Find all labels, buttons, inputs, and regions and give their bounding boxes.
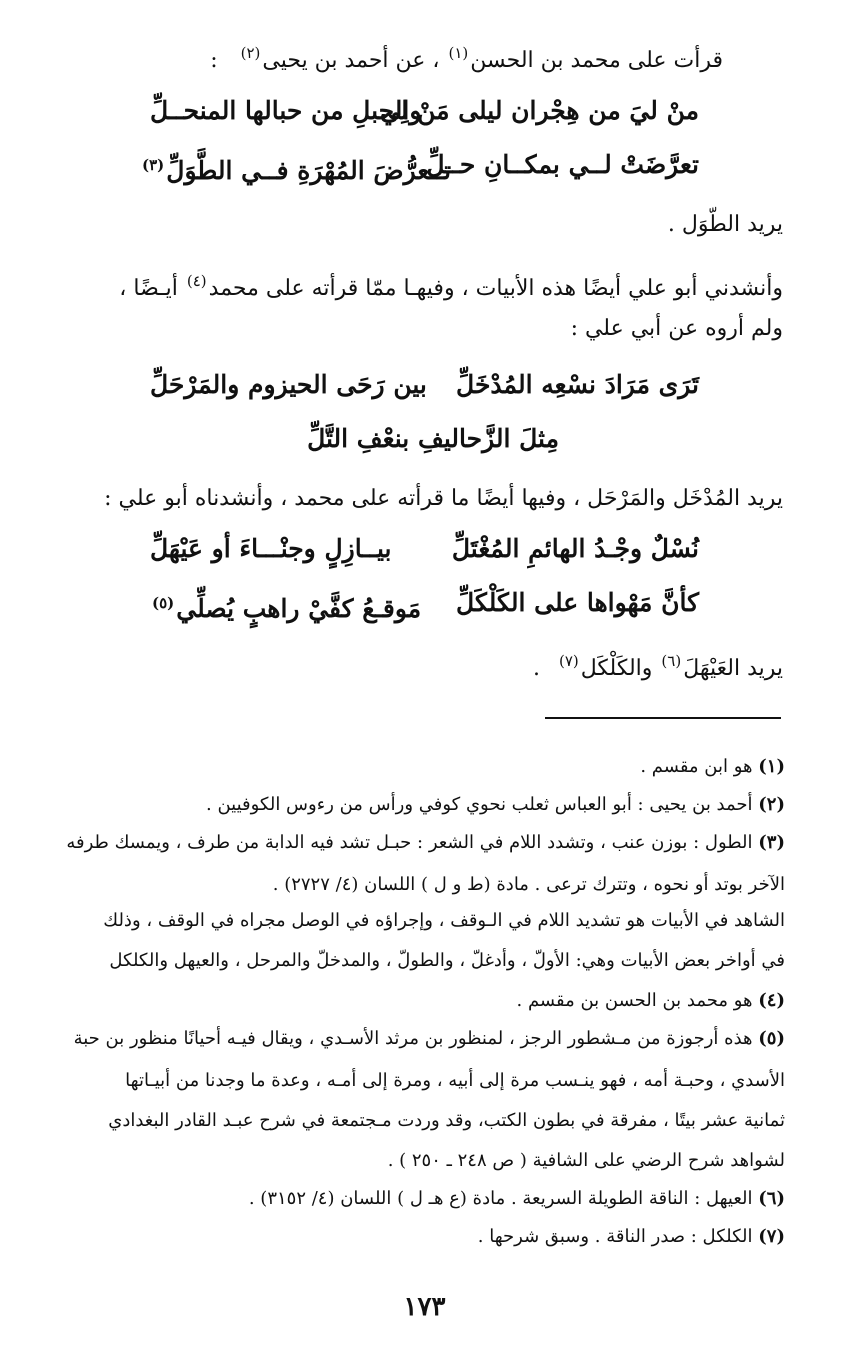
footnote-7-number: (٧): [758, 1226, 785, 1247]
explanation-line-1: يريد الطّوَل .: [667, 212, 783, 237]
footnote-1-text: هو ابن مقسم .: [640, 756, 753, 777]
intro-line: [210, 38, 723, 76]
line-4-mid: والكَلْكَل: [580, 656, 653, 681]
verse-3-first-hemistich: تَرَى مَرَادَ نسْعِه المُدْخَلِّ: [456, 370, 699, 399]
verse-2-second-hemistich: [140, 148, 451, 188]
verse-5-first-hemistich: نُسْلٌ وجْـدُ الهائمِ المُغْتَلِّ: [451, 534, 699, 563]
footnote-ref-1: (١): [448, 44, 469, 62]
paragraph-2-line-2: ولم أروه عن أبي علي :: [570, 316, 783, 341]
footnote-6: [40, 1184, 785, 1214]
footnote-3-line-3: الشاهد في الأبيات هو تشديد اللام في الـوقف ، وإجراؤه في الوصل مجراه في الوقف ، وذلك: [103, 910, 785, 931]
footnote-3: [40, 828, 785, 858]
intro-text: قرأت على محمد بن الحسن: [470, 48, 723, 73]
explanation-line-2: يريد المُدْخَل والمَرْحَل ، وفيها أيضًا ما قرأته على محمد ، وأنشدناه أبو علي :: [104, 486, 783, 511]
footnote-ref-6: (٦): [661, 652, 682, 670]
footnote-3-number: (٣): [758, 832, 785, 853]
footnote-4-text: هو محمد بن الحسن بن مقسم .: [516, 990, 753, 1011]
footnote-divider: [545, 717, 781, 719]
footnote-3-line-4: في أواخر بعض الأبيات وهي: الأولّ ، وأدغلّ ، والطولّ ، والمدخلّ والمرحل ، والعيهل والكلكل: [109, 950, 785, 971]
footnote-1-number: (١): [758, 756, 785, 777]
line-4-end: .: [532, 656, 540, 681]
footnote-ref-3: (٣): [142, 156, 165, 174]
explanation-line-3: [533, 646, 783, 684]
verse-6-first-hemistich: كأنَّ مَهْواها على الكَلْكَلِّ: [456, 588, 699, 617]
footnote-2-text: أحمد بن يحيى : أبو العباس ثعلب نحوي كوفي ورأس من رءوس الكوفيين .: [206, 794, 753, 815]
footnote-3-line-2: الآخر بوتد أو نحوه ، وتترك ترعى . مادة (ط و ل ) اللسان (٤/ ٢٧٢٧) .: [272, 874, 785, 895]
footnote-ref-4: (٤): [186, 272, 207, 290]
footnote-5-line-3: ثمانية عشر بيتًا ، مفرقة في بطون الكتب، وقد وردت مـجتمعة في شرح عبـد القادر البغدادي: [108, 1110, 785, 1131]
verse-2-first-hemistich: تعرَّضَتْ لــي بمكــانِ حــلِّ: [426, 150, 699, 179]
verse-1-second-hemistich: والحبلِ من حبالها المنحــلِّ: [150, 96, 422, 125]
footnote-4-number: (٤): [758, 990, 785, 1011]
verse-5-second-hemistich: بيــازِلٍ وجنْـــاءَ أو عَيْهَلِّ: [150, 534, 392, 563]
footnote-5-line-4: لشواهد شرح الرضي على الشافية ( ص ٢٤٨ ـ ٢٥٠ ) .: [387, 1150, 785, 1171]
verse-2-second-text: تــعرُّضَ المُهْرَةِ فــي الطَّوَلِّ: [166, 156, 452, 185]
footnote-6-text: العيهل : الناقة الطويلة السريعة . مادة (ع هـ ل ) اللسان (٤/ ٣١٥٢) .: [248, 1188, 753, 1209]
footnote-2-number: (٢): [758, 794, 785, 815]
paragraph-2-line-1: [40, 266, 783, 304]
paragraph-2-end: أيـضًا ،: [119, 276, 178, 301]
footnote-2: [40, 790, 785, 820]
footnote-3-text-1: الطول : بوزن عنب ، وتشدد اللام في الشعر : حبـل تشد فيه الدابة من طرف ، ويمسك طرفه: [66, 832, 753, 853]
verse-6-second-hemistich: [150, 586, 421, 626]
page-number: ١٧٣: [403, 1292, 446, 1322]
intro-text-mid: ، عن أحمد بن يحيى: [262, 48, 440, 73]
footnote-ref-7: (٧): [558, 652, 579, 670]
verse-6-second-text: مَوقـعُ كفَّيْ راهبٍ يُصلِّي: [176, 594, 422, 623]
footnote-5: [40, 1024, 785, 1054]
footnote-4: [40, 986, 785, 1016]
footnote-7-text: الكلكل : صدر الناقة . وسبق شرحها .: [477, 1226, 753, 1247]
footnote-7: [40, 1222, 785, 1252]
verse-1-first-hemistich: منْ ليَ من هِجْران ليلى مَنْ لِي: [379, 96, 699, 125]
line-4-start: يريد العَيْهَلَ: [683, 656, 783, 681]
footnote-6-number: (٦): [758, 1188, 785, 1209]
verse-3-second-hemistich: بين رَحَى الحيزوم والمَرْحَلِّ: [150, 370, 427, 399]
footnote-ref-2: (٢): [240, 44, 261, 62]
footnote-5-number: (٥): [758, 1028, 785, 1049]
footnote-5-line-2: الأسدي ، وحبـة أمه ، فهو ينـسب مرة إلى أبيه ، ومرة إلى أمـه ، وعدة ما وجدنا من أبيـاتها: [125, 1070, 785, 1091]
footnote-5-text-1: هذه أرجوزة من مـشطور الرجز ، لمنظور بن مرثد الأسـدي ، ويقال فيـه أحيانًا منظور بن حبة: [73, 1028, 753, 1049]
footnote-1: [40, 752, 785, 782]
intro-colon: :: [210, 48, 218, 73]
paragraph-2-text: وأنشدني أبو علي أيضًا هذه الأبيات ، وفيهـا ممّا قرأته على محمد: [208, 276, 783, 301]
verse-4-hemistich: مِثلَ الزَّحاليفِ بنعْفِ التَّلِّ: [307, 424, 559, 453]
footnote-ref-5: (٥): [152, 594, 175, 612]
